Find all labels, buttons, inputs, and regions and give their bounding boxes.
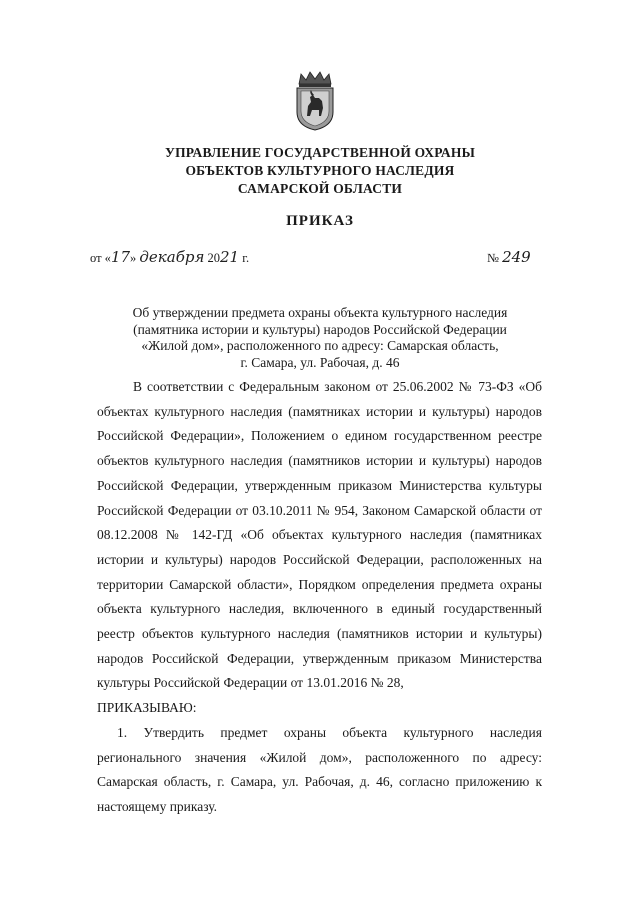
date-suffix: г. [239, 251, 250, 265]
order-number [487, 248, 531, 266]
header-line-2: ОБЪЕКТОВ КУЛЬТУРНОГО НАСЛЕДИЯ [185, 163, 455, 178]
date-year-prefix: 20 [204, 251, 221, 265]
date-day: 17 [110, 248, 131, 266]
document-title: ПРИКАЗ [286, 213, 354, 229]
number-prefix: № [487, 251, 503, 265]
subject-line-1: Об утверждении предмета охраны объекта культурного наследия [132, 305, 508, 320]
coat-of-arms-icon [291, 70, 339, 132]
order-directive: ПРИКАЗЫВАЮ: [97, 700, 197, 716]
preamble-paragraph: В соответствии с Федеральным законом от 25.06.2002 № 73-ФЗ «Об объектах культурного наследия (памятниках истории и культуры) народов Российской Федерации», Положением о едином государственном реестре объектов культурного наследия (памятников истории и культуры) народов Российской Федерации, утвержденным приказом Министерства культуры Российской Федерации от 03.10.2011 № 954, Законом Самарской области от 08.12.2008 № 142-ГД «Об объектах культурного наследия (памятниках истории и культуры) народов Российской Федерации, расположенных на территории Самарской области», Порядком определения предмета охраны объекта культурного наследия, включенного в единый государственный реестр объектов культурного наследия (памятников истории и культуры) народов Российской Федерации, утвержденным приказом Министерства культуры Российской Федерации от 13.01.2016 № 28, [97, 379, 542, 691]
date-month: декабря [139, 248, 205, 266]
subject-line-2: (памятника истории и культуры) народов Российской Федерации [133, 321, 507, 337]
order-body [97, 375, 542, 820]
issuing-authority-header [0, 144, 640, 198]
order-item-1: 1. Утвердить предмет охраны объекта культурного наследия регионального значения «Жилой дом», расположенного по адресу: Самарская область, г. Самара, ул. Рабочая, д. 46, согласно приложению к настоящему приказу. [97, 724, 542, 814]
number-value: 249 [502, 248, 531, 266]
date-year-suffix: 21 [220, 248, 240, 266]
order-subject [60, 305, 580, 371]
header-line-1: УПРАВЛЕНИЕ ГОСУДАРСТВЕННОЙ ОХРАНЫ [164, 145, 476, 160]
date-mid: » [130, 251, 140, 265]
subject-line-4: г. Самара, ул. Рабочая, д. 46 [240, 354, 400, 370]
date-prefix: от « [90, 251, 111, 265]
subject-line-3: «Жилой дом», расположенного по адресу: Самарская область, [141, 338, 499, 353]
header-line-3: САМАРСКОЙ ОБЛАСТИ [237, 181, 403, 196]
order-date [90, 248, 249, 266]
